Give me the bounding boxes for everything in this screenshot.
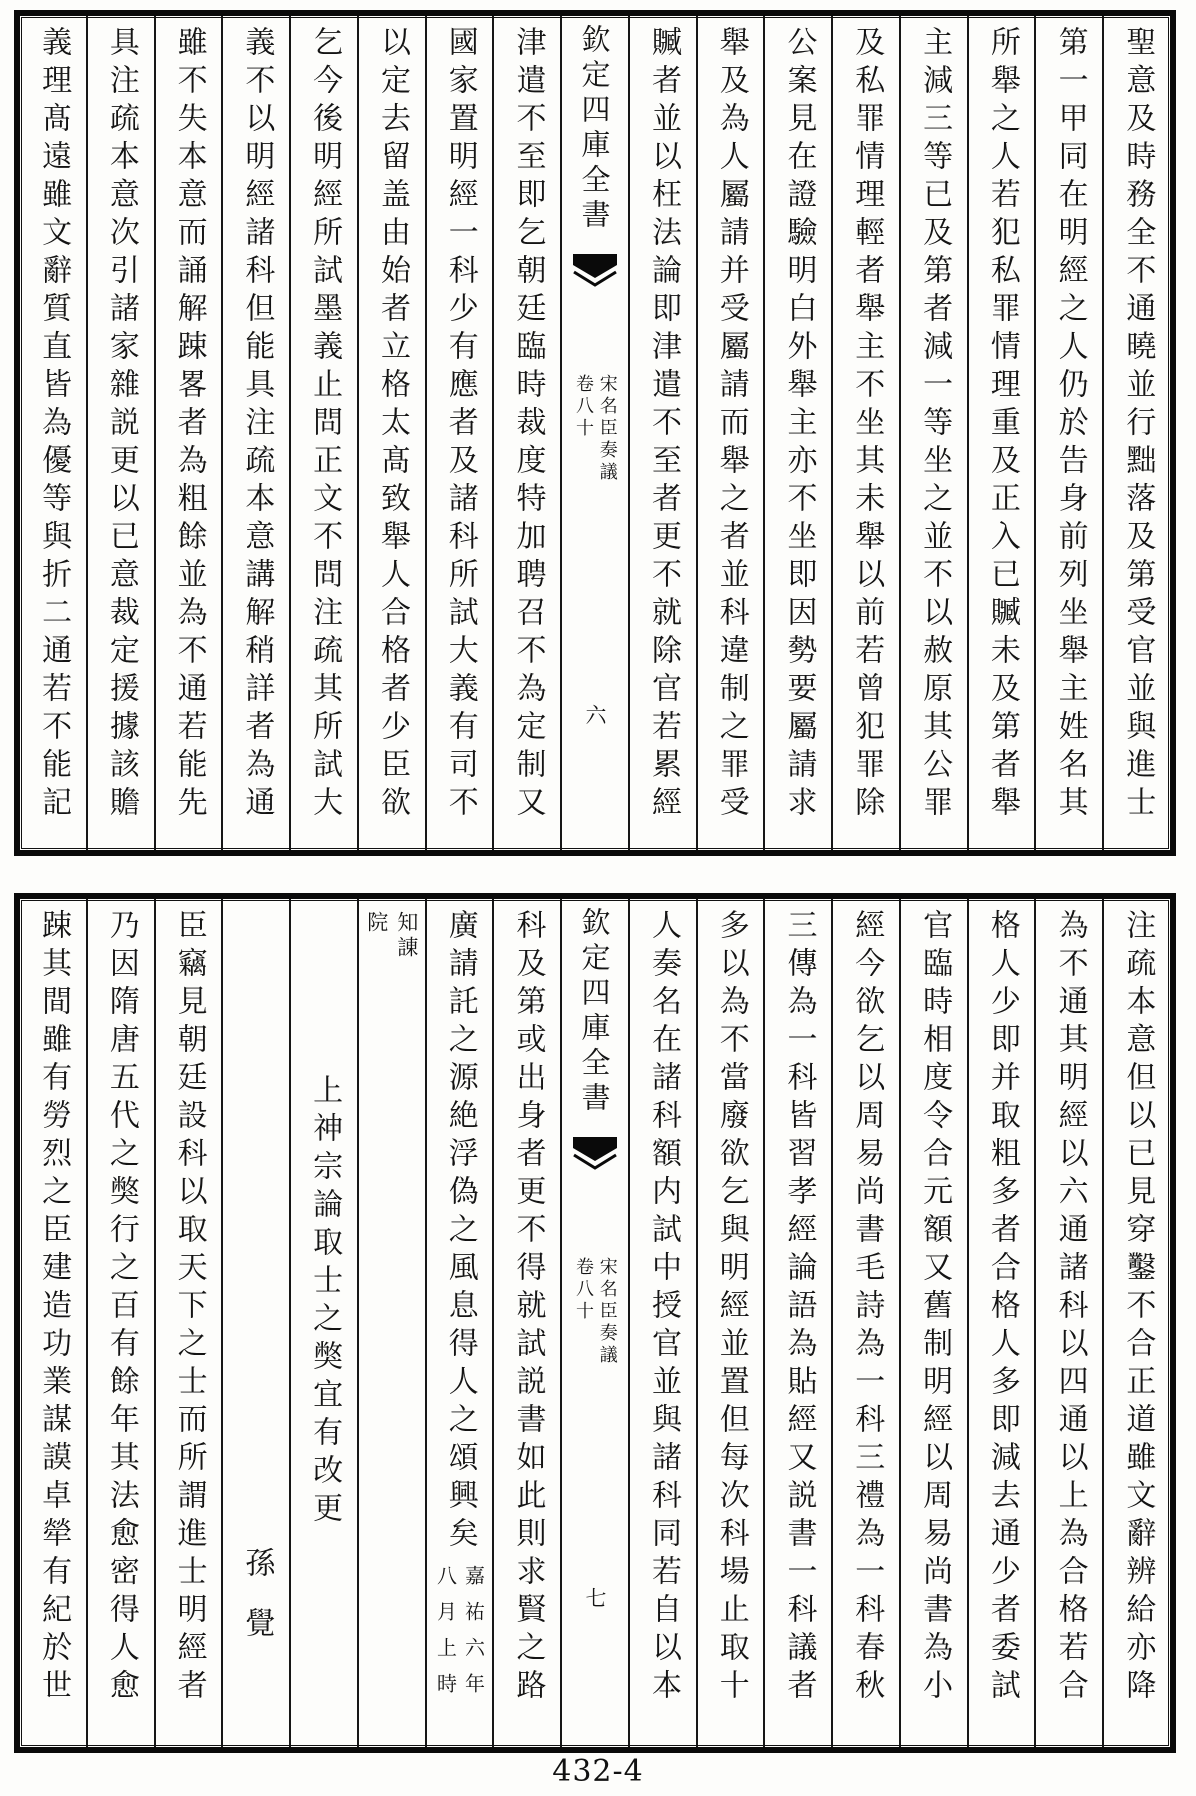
column-text: 以定去留盖由始者立格太髙致舉人合格者少臣欲 — [374, 26, 410, 824]
column-text: 及私罪情理輕者舉主不坐其未舉以前若曾犯罪除 — [849, 26, 885, 824]
banxin-folio: 七 — [582, 1587, 607, 1608]
date-note-right: 嘉祐六年 — [461, 1565, 486, 1709]
column-text: 廣請託之源絶浮偽之風息得人之頌興矣 — [442, 909, 478, 1555]
column-text: 三傳為一科皆習孝經論語為貼經又説書一科議者 — [781, 909, 817, 1707]
text-column — [20, 16, 86, 850]
fishtail-icon — [573, 254, 617, 290]
office-title-right: 知諌 — [394, 911, 419, 961]
date-note — [427, 1565, 493, 1709]
text-column-with-date — [425, 899, 493, 1747]
text-column — [492, 899, 560, 1747]
text-column — [154, 899, 222, 1747]
column-text: 主減三等已及第者減一等坐之並不以赦原其公罪 — [917, 26, 953, 824]
text-column — [763, 16, 831, 850]
text-column — [696, 16, 764, 850]
column-text: 具注疏本意次引諸家雜説更以已意裁定援據該贍 — [103, 26, 139, 824]
text-column — [628, 16, 696, 850]
text-column — [86, 899, 154, 1747]
fishtail-mark — [573, 254, 617, 294]
banxin-book-and-juan — [562, 1257, 628, 1367]
banxin-juan: 卷八十 — [572, 374, 594, 440]
banxin-folio: 六 — [582, 704, 607, 725]
banxin-book-and-juan — [562, 374, 628, 484]
banxin-column — [560, 899, 628, 1747]
column-text: 第一甲同在明經之人仍於告身前列坐舉主姓名其 — [1052, 26, 1088, 824]
text-column — [357, 16, 425, 850]
column-container-top — [20, 16, 1170, 850]
text-column — [492, 16, 560, 850]
text-column — [86, 16, 154, 850]
column-text: 雖不失本意而誦解踈畧者為粗餘並為不通若能先 — [171, 26, 207, 824]
column-text: 經今欲乞以周易尚書毛詩為一科三禮為一科春秋 — [849, 909, 885, 1707]
column-text: 義理髙遠雖文辭質直皆為優等與折二通若不能記 — [36, 26, 72, 824]
column-text: 人奏名在諸科額内試中授官並與諸科同若自以本 — [646, 909, 681, 1707]
text-column — [1034, 16, 1102, 850]
text-block-top — [14, 10, 1176, 856]
column-text: 舉及為人屬請并受屬請而舉之者並科違制之罪受 — [713, 26, 749, 824]
text-column — [1102, 16, 1170, 850]
text-column — [967, 899, 1035, 1747]
column-text: 科及第或出身者更不得就試説書如此則求賢之路 — [510, 909, 546, 1707]
text-column — [899, 899, 967, 1747]
column-text: 注疏本意但以已見穿鑿不合正道雖文辭辨給亦降 — [1120, 909, 1156, 1707]
column-text: 格人少即并取粗多者合格人多即減去通少者委試 — [984, 909, 1020, 1707]
text-column — [1102, 899, 1170, 1747]
column-container-bottom — [20, 899, 1170, 1747]
text-column — [1034, 899, 1102, 1747]
text-column — [425, 16, 493, 850]
column-text: 公案見在證驗明白外舉主亦不坐即因勢要屬請求 — [781, 26, 817, 824]
column-text: 多以為不當廢欲乞與明經並置但每次科場止取十 — [713, 909, 749, 1707]
text-column — [831, 16, 899, 850]
banxin-title: 欽定四庫全書 — [577, 24, 612, 234]
banxin-column — [560, 16, 628, 850]
banxin-book-title: 宋名臣奏議 — [596, 1257, 618, 1367]
column-text: 官臨時相度令合元額又舊制明經以周易尚書為小 — [917, 909, 953, 1707]
column-text: 為不通其明經以六通諸科以四通以上為合格若合 — [1052, 909, 1088, 1707]
fishtail-mark — [573, 1137, 617, 1177]
text-column — [20, 899, 86, 1747]
banxin-juan: 卷八十 — [572, 1257, 594, 1323]
column-text: 國家置明經一科少有應者及諸科所試大義有司不 — [442, 26, 478, 824]
text-column — [967, 16, 1035, 850]
date-note-left: 八月上時 — [433, 1565, 458, 1709]
column-text: 乞今後明經所試墨義止問正文不問注疏其所試大 — [307, 26, 343, 824]
office-title-note — [359, 911, 425, 961]
text-column — [154, 16, 222, 850]
column-text: 踈其間雖有勞烈之臣建造功業謀謨卓犖有紀於世 — [36, 909, 72, 1707]
column-text: 所舉之人若犯私罪情理重及正入已贓未及第者舉 — [984, 26, 1020, 824]
text-column — [696, 899, 764, 1747]
author-name: 孫覺 — [239, 1547, 275, 1667]
column-text: 聖意及時務全不通曉並行黜落及第受官並與進士 — [1120, 26, 1156, 824]
text-column — [763, 899, 831, 1747]
memorial-heading: 上神宗論取士之獘宜有改更 — [307, 1074, 343, 1530]
text-column — [899, 16, 967, 850]
text-block-bottom — [14, 893, 1176, 1753]
text-column — [628, 899, 696, 1747]
text-column — [221, 16, 289, 850]
column-text: 乃因隋唐五代之獘行之百有餘年其法愈密得人愈 — [103, 909, 139, 1707]
memorial-heading-column — [289, 899, 357, 1747]
banxin-title: 欽定四庫全書 — [577, 907, 612, 1117]
author-column — [221, 899, 289, 1747]
column-text: 贓者並以枉法論即津遣不至者更不就除官若累經 — [646, 26, 681, 824]
office-title-column — [357, 899, 425, 1747]
text-column — [831, 899, 899, 1747]
banxin-book-title: 宋名臣奏議 — [596, 374, 618, 484]
plate-number-label: 432-4 — [552, 1754, 644, 1789]
column-text: 津遣不至即乞朝廷臨時裁度特加聘召不為定制又 — [510, 26, 546, 824]
text-column — [289, 16, 357, 850]
column-text: 臣竊見朝廷設科以取天下之士而所謂進士明經者 — [171, 909, 207, 1707]
office-title-left: 院 — [364, 911, 389, 936]
column-text: 義不以明經諸科但能具注疏本意講解稍詳者為通 — [239, 26, 275, 824]
fishtail-icon — [573, 1137, 617, 1173]
